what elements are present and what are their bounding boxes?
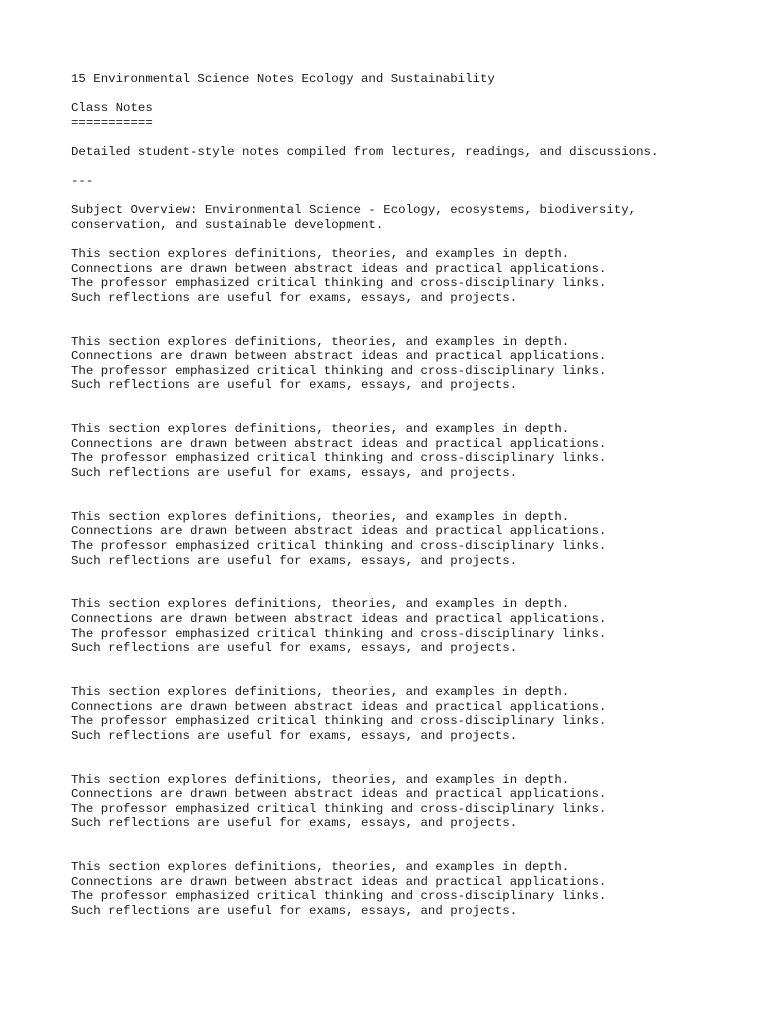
notes-section xyxy=(71,773,751,831)
spacer xyxy=(71,130,751,145)
section-line: The professor emphasized critical thinking and cross-disciplinary links. xyxy=(71,363,607,378)
sections-container xyxy=(71,247,751,918)
notes-section xyxy=(71,247,751,305)
section-line: This section explores definitions, theories, and examples in depth. xyxy=(71,247,570,262)
section-line: Connections are drawn between abstract ideas and practical applications. xyxy=(71,349,607,364)
spacer xyxy=(71,160,751,175)
section-line: The professor emphasized critical thinking and cross-disciplinary links. xyxy=(71,276,607,291)
section-line: Such reflections are useful for exams, essays, and projects. xyxy=(71,466,518,481)
section-line: This section explores definitions, theories, and examples in depth. xyxy=(71,422,570,437)
section-line: The professor emphasized critical thinking and cross-disciplinary links. xyxy=(71,801,607,816)
spacer xyxy=(71,393,751,422)
overview-line: Subject Overview: Environmental Science - Ecology, ecosystems, biodiversity, xyxy=(71,203,637,218)
spacer xyxy=(71,568,751,597)
notes-section xyxy=(71,422,751,480)
notes-section xyxy=(71,860,751,918)
section-line: The professor emphasized critical thinking and cross-disciplinary links. xyxy=(71,714,607,729)
section-line: Such reflections are useful for exams, essays, and projects. xyxy=(71,378,518,393)
section-line: Such reflections are useful for exams, essays, and projects. xyxy=(71,816,518,831)
section-line: Such reflections are useful for exams, essays, and projects. xyxy=(71,641,518,656)
overview-line: conservation, and sustainable development. xyxy=(71,217,384,232)
notes-section xyxy=(71,597,751,655)
notes-heading: Class Notes xyxy=(71,101,153,116)
section-line: Connections are drawn between abstract ideas and practical applications. xyxy=(71,874,607,889)
section-line: Connections are drawn between abstract ideas and practical applications. xyxy=(71,699,607,714)
section-line: The professor emphasized critical thinking and cross-disciplinary links. xyxy=(71,889,607,904)
notes-section xyxy=(71,685,751,743)
spacer xyxy=(71,656,751,685)
spacer xyxy=(71,87,751,102)
section-line: Such reflections are useful for exams, essays, and projects. xyxy=(71,553,518,568)
section-line: The professor emphasized critical thinking and cross-disciplinary links. xyxy=(71,626,607,641)
section-line: The professor emphasized critical thinking and cross-disciplinary links. xyxy=(71,451,607,466)
spacer xyxy=(71,233,751,248)
document-title: 15 Environmental Science Notes Ecology and Sustainability xyxy=(71,72,495,86)
section-line: This section explores definitions, theories, and examples in depth. xyxy=(71,684,570,699)
section-line: The professor emphasized critical thinking and cross-disciplinary links. xyxy=(71,539,607,553)
section-line: Connections are drawn between abstract ideas and practical applications. xyxy=(71,611,607,626)
section-line: This section explores definitions, theories, and examples in depth. xyxy=(71,860,570,875)
section-line: Connections are drawn between abstract ideas and practical applications. xyxy=(71,261,607,276)
section-line: This section explores definitions, theories, and examples in depth. xyxy=(71,509,570,524)
section-line: Connections are drawn between abstract ideas and practical applications. xyxy=(71,787,607,802)
section-line: Connections are drawn between abstract ideas and practical applications. xyxy=(71,524,607,539)
spacer xyxy=(71,189,751,204)
document-body xyxy=(71,72,751,918)
notes-section xyxy=(71,335,751,393)
spacer xyxy=(71,743,751,772)
section-line: This section explores definitions, theories, and examples in depth. xyxy=(71,772,570,787)
separator: --- xyxy=(71,174,94,189)
section-line: This section explores definitions, theories, and examples in depth. xyxy=(71,597,570,612)
spacer xyxy=(71,481,751,510)
section-line: Connections are drawn between abstract ideas and practical applications. xyxy=(71,436,607,451)
section-line: Such reflections are useful for exams, essays, and projects. xyxy=(71,728,518,743)
spacer xyxy=(71,306,751,335)
notes-section xyxy=(71,510,751,568)
spacer xyxy=(71,831,751,860)
section-line: Such reflections are useful for exams, essays, and projects. xyxy=(71,290,518,305)
section-line: Such reflections are useful for exams, essays, and projects. xyxy=(71,903,518,918)
notes-heading-underline: =========== xyxy=(71,115,153,130)
intro-text: Detailed student-style notes compiled from lectures, readings, and discussions. xyxy=(71,144,659,159)
section-line: This section explores definitions, theories, and examples in depth. xyxy=(71,334,570,349)
